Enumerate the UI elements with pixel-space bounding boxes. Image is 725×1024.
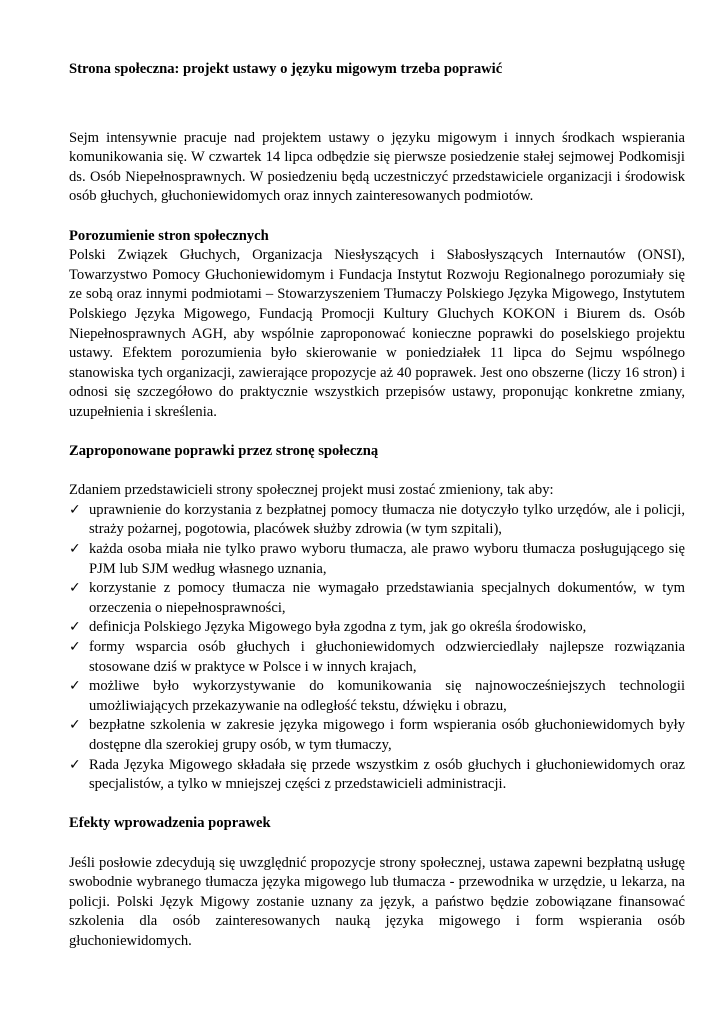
list-item-text: każda osoba miała nie tylko prawo wyboru tłumacza, ale prawo wyboru tłumacza posługującego się PJM lub SJM według własnego uznania, [89,541,685,577]
checkmark-icon: ✓ [69,541,81,558]
checkmark-icon: ✓ [69,678,81,695]
list-item-text: możliwe było wykorzystywanie do komunikowania się najnowocześniejszych technologii umożliwiających przekazywanie na odległość tekstu, dźwięku i obrazu, [89,678,685,714]
list-item-text: Rada Języka Migowego składała się przede wszystkim z osób głuchych i głuchoniewidomych oraz specjalistów, a tylko w mniejszej części z przedstawicieli administracji. [89,756,685,793]
intro-paragraph: Sejm intensywnie pracuje nad projektem ustawy o języku migowym i innych środkach wspierania komunikowania się. W czwartek 14 lipca odbędzie się pierwsze posiedzenie stałej sejmowej Podkomisji ds. Osób Niepełnosprawnych. W posiedzeniu będą uczestniczyć przedstawiciele organizacji i środowisk osób głuchych, głuchoniewidomych oraz innych zainteresowanych podmiotów. [69,129,685,205]
spacer [69,834,685,854]
section-body-efekty: Jeśli posłowie zdecydują się uwzględnić propozycje strony społecznej, ustawa zapewni bezpłatną usługę swobodnie wybranego tłumacza języka migowego lub tłumacza - przewodnika w urzędzie, u lekarza, na policji. Polski Język Migowy zostanie uznany za język, a państwo będzie zobowiązane finansować szkolenia dla osób zainteresowanych nauką języka migowego i form wspierania osób głuchoniewidomych. [69,854,685,949]
amendments-checklist [69,501,685,795]
list-item [69,677,685,716]
section-body-porozumienie: Polski Związek Głuchych, Organizacja Niesłyszących i Słabosłyszących Internautów (ONSI), Towarzystwo Pomocy Głuchoniewidomym i Fundacja Instytut Rozwoju Regionalnego porozumiały się ze sobą oraz innymi podmiotami – Stowarzyszeniem Tłumaczy Polskiego Języka Migowego, Instytutem Polskiego Języka Migowego, Fundacją Promocji Kultury Gluchych KOKON i Biurem ds. Osób Niepełnosprawnych AGH, aby wspólnie zaproponować konieczne poprawki do poselskiego projektu ustawy. Efektem porozumienia było skierowanie w poniedziałek 11 lipca do Sejmu wspólnego stanowiska tych organizacji, zawierające propozycje aż 40 poprawek. Jest ono obszerne (liczy 16 stron) i odnosi się szczegółowo do praktycznie wszystkich przepisów ustawy, proponując konkretne zmiany, uzupełnienia i skreślenia. [69,247,685,420]
spacer [69,462,685,482]
section-heading-efekty: Efekty wprowadzenia poprawek [69,815,271,832]
section-lead-poprawki: Zdaniem przedstawicieli strony społecznej projekt musi zostać zmieniony, tak aby: [69,482,554,499]
section-heading-porozumienie: Porozumienie stron społecznych [69,227,269,244]
checkmark-icon: ✓ [69,639,81,656]
list-item [69,756,685,795]
list-item [69,638,685,677]
checkmark-icon: ✓ [69,619,81,636]
spacer [69,795,685,815]
list-item-text: formy wsparcia osób głuchych i głuchoniewidomych odzwierciedlały najlepsze rozwiązania stosowane dziś w praktyce w Polsce i w innych krajach, [89,639,685,675]
list-item [69,501,685,540]
checkmark-icon: ✓ [69,756,81,773]
list-item-text: korzystanie z pomocy tłumacza nie wymagało przedstawiania specjalnych dokumentów, w tym orzeczenia o niepełnosprawności, [89,580,685,616]
document-page [69,60,685,952]
list-item-text: definicja Polskiego Języka Migowego była zgodna z tym, jak go określa środowisko, [89,619,587,636]
list-item [69,716,685,755]
document-title: Strona społeczna: projekt ustawy o języku migowym trzeba poprawić [69,61,503,77]
checkmark-icon: ✓ [69,580,81,597]
spacer [69,423,685,443]
section-heading-poprawki: Zaproponowane poprawki przez stronę społeczną [69,443,379,460]
checkmark-icon: ✓ [69,501,81,518]
list-item-text: uprawnienie do korzystania z bezpłatnej pomocy tłumacza nie dotyczyło tylko urzędów, ale i policji, straży pożarnej, pogotowia, placówek służby zdrowia (w tym szpitali), [89,501,685,538]
checkmark-icon: ✓ [69,717,81,734]
list-item [69,618,685,638]
list-item [69,579,685,618]
spacer [69,207,685,227]
list-item [69,540,685,579]
list-item-text: bezpłatne szkolenia w zakresie języka migowego i form wspierania osób głuchoniewidomych były dostępne dla szerokiej grupy osób, w tym tłumaczy, [89,717,685,753]
